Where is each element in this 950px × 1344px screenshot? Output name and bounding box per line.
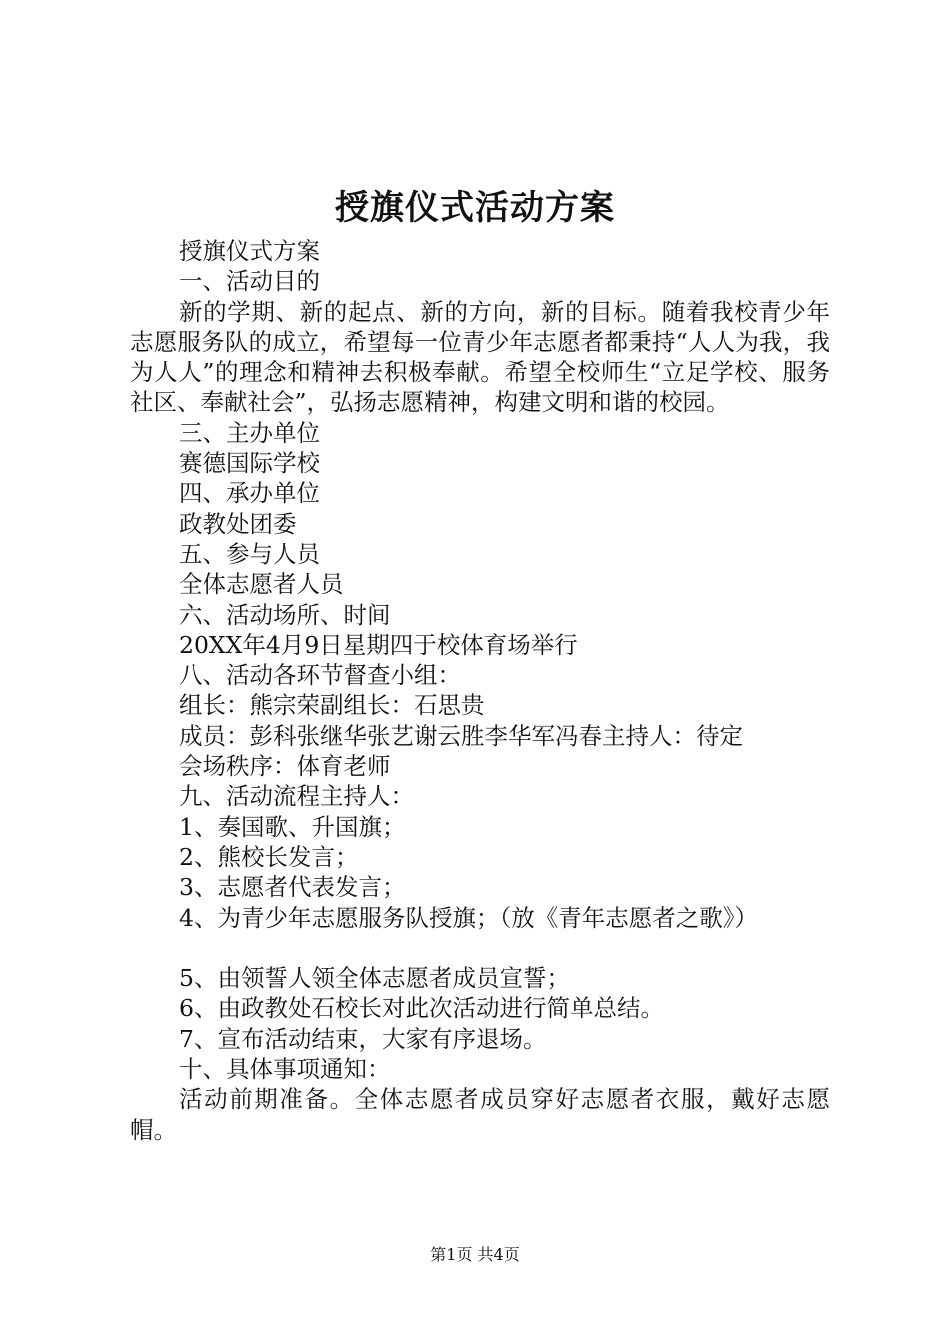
section-heading: 四、承办单位 xyxy=(179,479,320,508)
section-heading: 五、参与人员 xyxy=(179,539,320,568)
text-line: 授旗仪式方案 xyxy=(179,237,320,265)
list-item: 5、由领誓人领全体志愿者成员宣誓； xyxy=(179,964,570,993)
section-heading: 十、具体事项通知： xyxy=(179,1055,391,1084)
list-item: 3、志愿者代表发言； xyxy=(179,873,406,902)
document-title: 授旗仪式活动方案 xyxy=(335,188,615,228)
text-line: 会场秩序：体育老师 xyxy=(179,752,391,781)
list-item: 2、熊校长发言； xyxy=(179,842,359,871)
text-line: 全体志愿者人员 xyxy=(179,570,344,599)
document-body xyxy=(130,236,830,1145)
list-item: 1、奏国歌、升国旗； xyxy=(179,812,406,841)
text-line: 赛德国际学校 xyxy=(179,449,320,478)
text-line: 政教处团委 xyxy=(179,509,297,538)
text-line: 20XX年4月9日星期四于校体育场举行 xyxy=(179,630,578,659)
paragraph: 活动前期准备。全体志愿者成员穿好志愿者衣服，戴好志愿帽。 xyxy=(130,1085,830,1144)
blank-line xyxy=(130,933,830,963)
text-line: 组长：熊宗荣副组长：石思贵 xyxy=(179,691,485,720)
text-line: 成员：彭科张继华张艺谢云胜李华军冯春主持人：待定 xyxy=(179,721,743,750)
section-heading: 六、活动场所、时间 xyxy=(179,600,391,629)
list-item: 7、宣布活动结束，大家有序退场。 xyxy=(179,1024,547,1053)
section-heading: 三、主办单位 xyxy=(179,418,320,447)
paragraph: 新的学期、新的起点、新的方向，新的目标。随着我校青少年志愿服务队的成立，希望每一位青少年志愿者都秉持“人人为我，我为人人”的理念和精神去积极奉献。希望全校师生“立足学校、服务社区、奉献社会”，弘扬志愿精神，构建文明和谐的校园。 xyxy=(130,297,830,417)
section-heading: 一、活动目的 xyxy=(179,267,320,296)
section-heading: 八、活动各环节督查小组： xyxy=(179,661,461,690)
list-item: 4、为青少年志愿服务队授旗；（放《青年志愿者之歌》） xyxy=(179,903,758,932)
list-item: 6、由政教处石校长对此次活动进行简单总结。 xyxy=(179,994,664,1023)
section-heading: 九、活动流程主持人： xyxy=(179,782,414,811)
page-footer: 第1页 共4页 xyxy=(430,1245,520,1264)
